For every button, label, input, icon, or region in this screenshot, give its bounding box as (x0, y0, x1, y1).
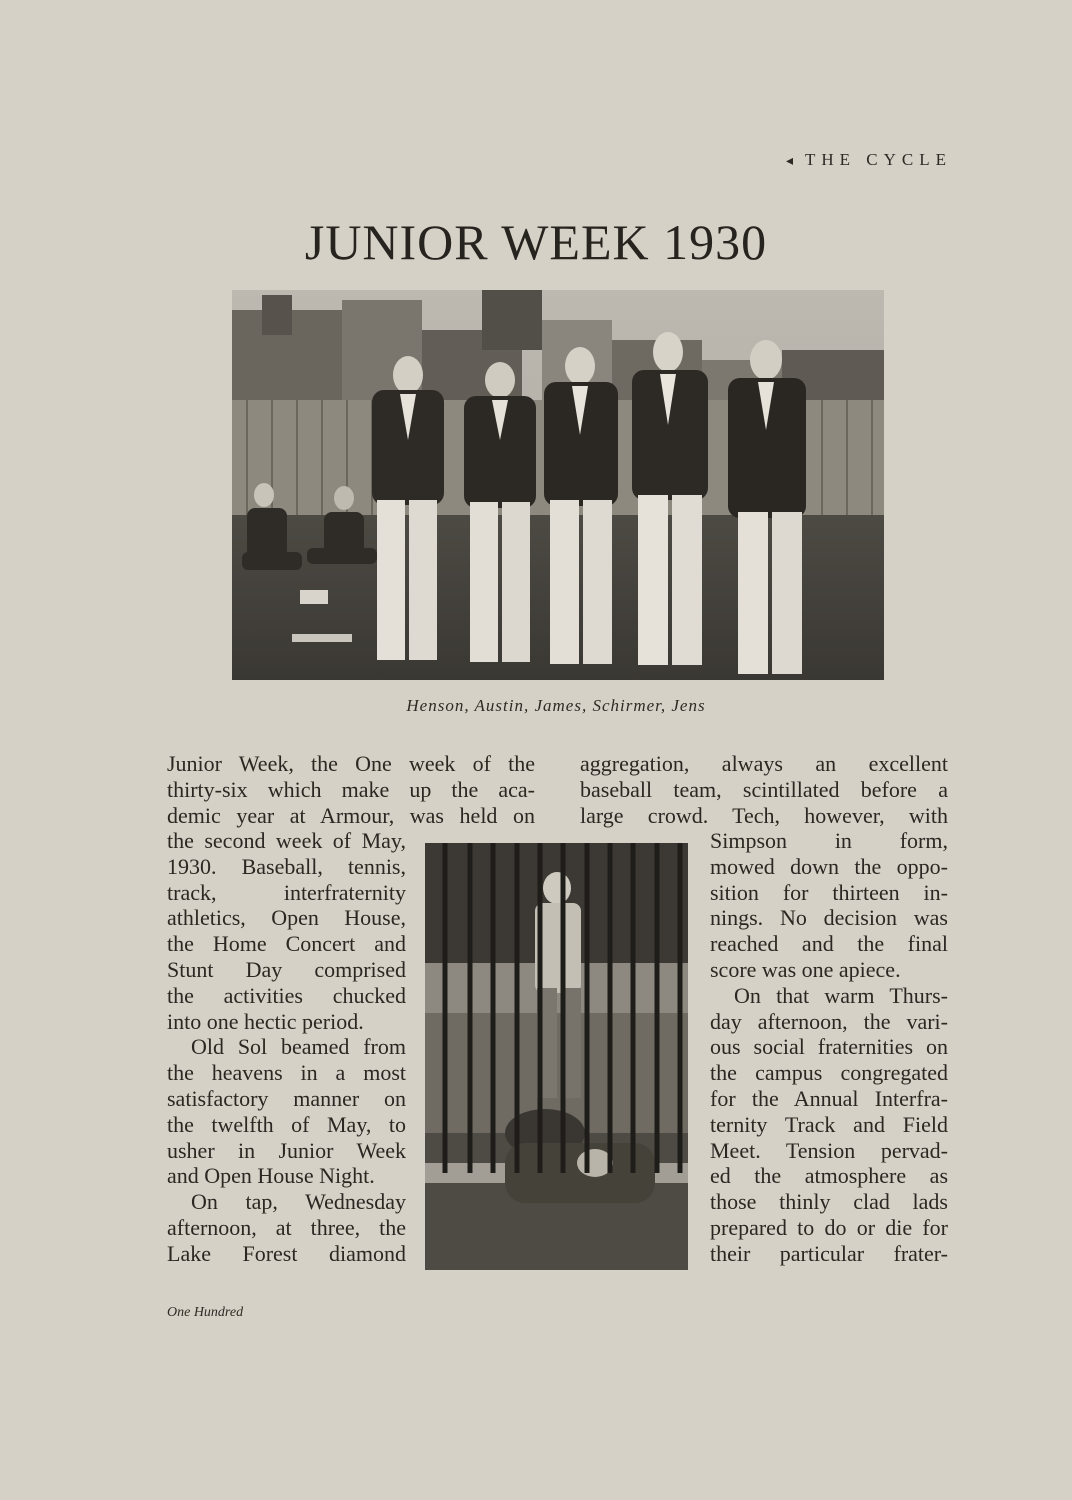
text-line: their particular frater- (710, 1240, 948, 1266)
pointer-icon: ◂ (785, 154, 799, 169)
text-line: into one hectic period. (167, 1008, 364, 1034)
photo-caption: Henson, Austin, James, Schirmer, Jens (406, 696, 706, 715)
text-line: and Open House Night. (167, 1163, 375, 1189)
running-header (786, 150, 952, 170)
page-title: JUNIOR WEEK 1930 (304, 214, 768, 270)
text-line: prepared to do or die for (710, 1214, 948, 1240)
text-line: Lake Forest diamond (167, 1240, 406, 1266)
text-line: track, interfraternity (167, 879, 406, 905)
text-line: the campus congregated (710, 1060, 948, 1086)
text-line: satisfactory manner on (167, 1085, 406, 1111)
text-line: those thinly clad lads (710, 1189, 948, 1215)
right-column-narrow (710, 828, 948, 1267)
text-line: thirty-six which make up the aca- (167, 776, 535, 802)
text-line: ous social fraternities on (710, 1034, 948, 1060)
group-photo (232, 290, 884, 680)
text-line: the Home Concert and (167, 931, 406, 957)
fence-photo (425, 843, 688, 1270)
fence-photo-image (425, 843, 688, 1270)
text-line: ternity Track and Field (710, 1111, 948, 1137)
text-line: athletics, Open House, (167, 905, 406, 931)
text-line: mowed down the oppo- (710, 853, 948, 879)
text-line: large crowd. Tech, however, with (580, 802, 948, 828)
running-title: THE CYCLE (804, 150, 952, 169)
text-line: day afternoon, the vari- (710, 1008, 948, 1034)
text-line: nings. No decision was (710, 905, 948, 931)
left-column-top (167, 751, 535, 828)
text-line: Junior Week, the One week of the (167, 751, 535, 776)
text-line: Simpson in form, (710, 828, 948, 853)
text-line: the heavens in a most (167, 1060, 406, 1086)
text-line: On that warm Thurs- (734, 982, 948, 1008)
text-line: afternoon, at three, the (167, 1214, 406, 1240)
text-line: the second week of May, (167, 828, 406, 853)
text-line: Meet. Tension pervad- (710, 1137, 948, 1163)
text-line: baseball team, scintillated before a (580, 776, 948, 802)
text-line: Old Sol beamed from (191, 1034, 406, 1060)
right-column-top (580, 751, 948, 828)
text-line: usher in Junior Week (167, 1137, 406, 1163)
text-line: for the Annual Interfra- (710, 1085, 948, 1111)
text-line: On tap, Wednesday (191, 1189, 406, 1215)
text-line: reached and the final (710, 931, 948, 957)
text-line: aggregation, always an excellent (580, 751, 948, 776)
text-line: Stunt Day comprised (167, 956, 406, 982)
text-line: score was one apiece. (710, 956, 901, 982)
text-line: demic year at Armour, was held on (167, 802, 535, 828)
text-line: 1930. Baseball, tennis, (167, 853, 406, 879)
text-line: ed the atmosphere as (710, 1163, 948, 1189)
text-line: the activities chucked (167, 982, 406, 1008)
left-column-narrow (167, 828, 406, 1267)
group-photo-image (232, 290, 884, 680)
text-line: the twelfth of May, to (167, 1111, 406, 1137)
page-number: One Hundred (167, 1305, 244, 1320)
text-line: sition for thirteen in- (710, 879, 948, 905)
